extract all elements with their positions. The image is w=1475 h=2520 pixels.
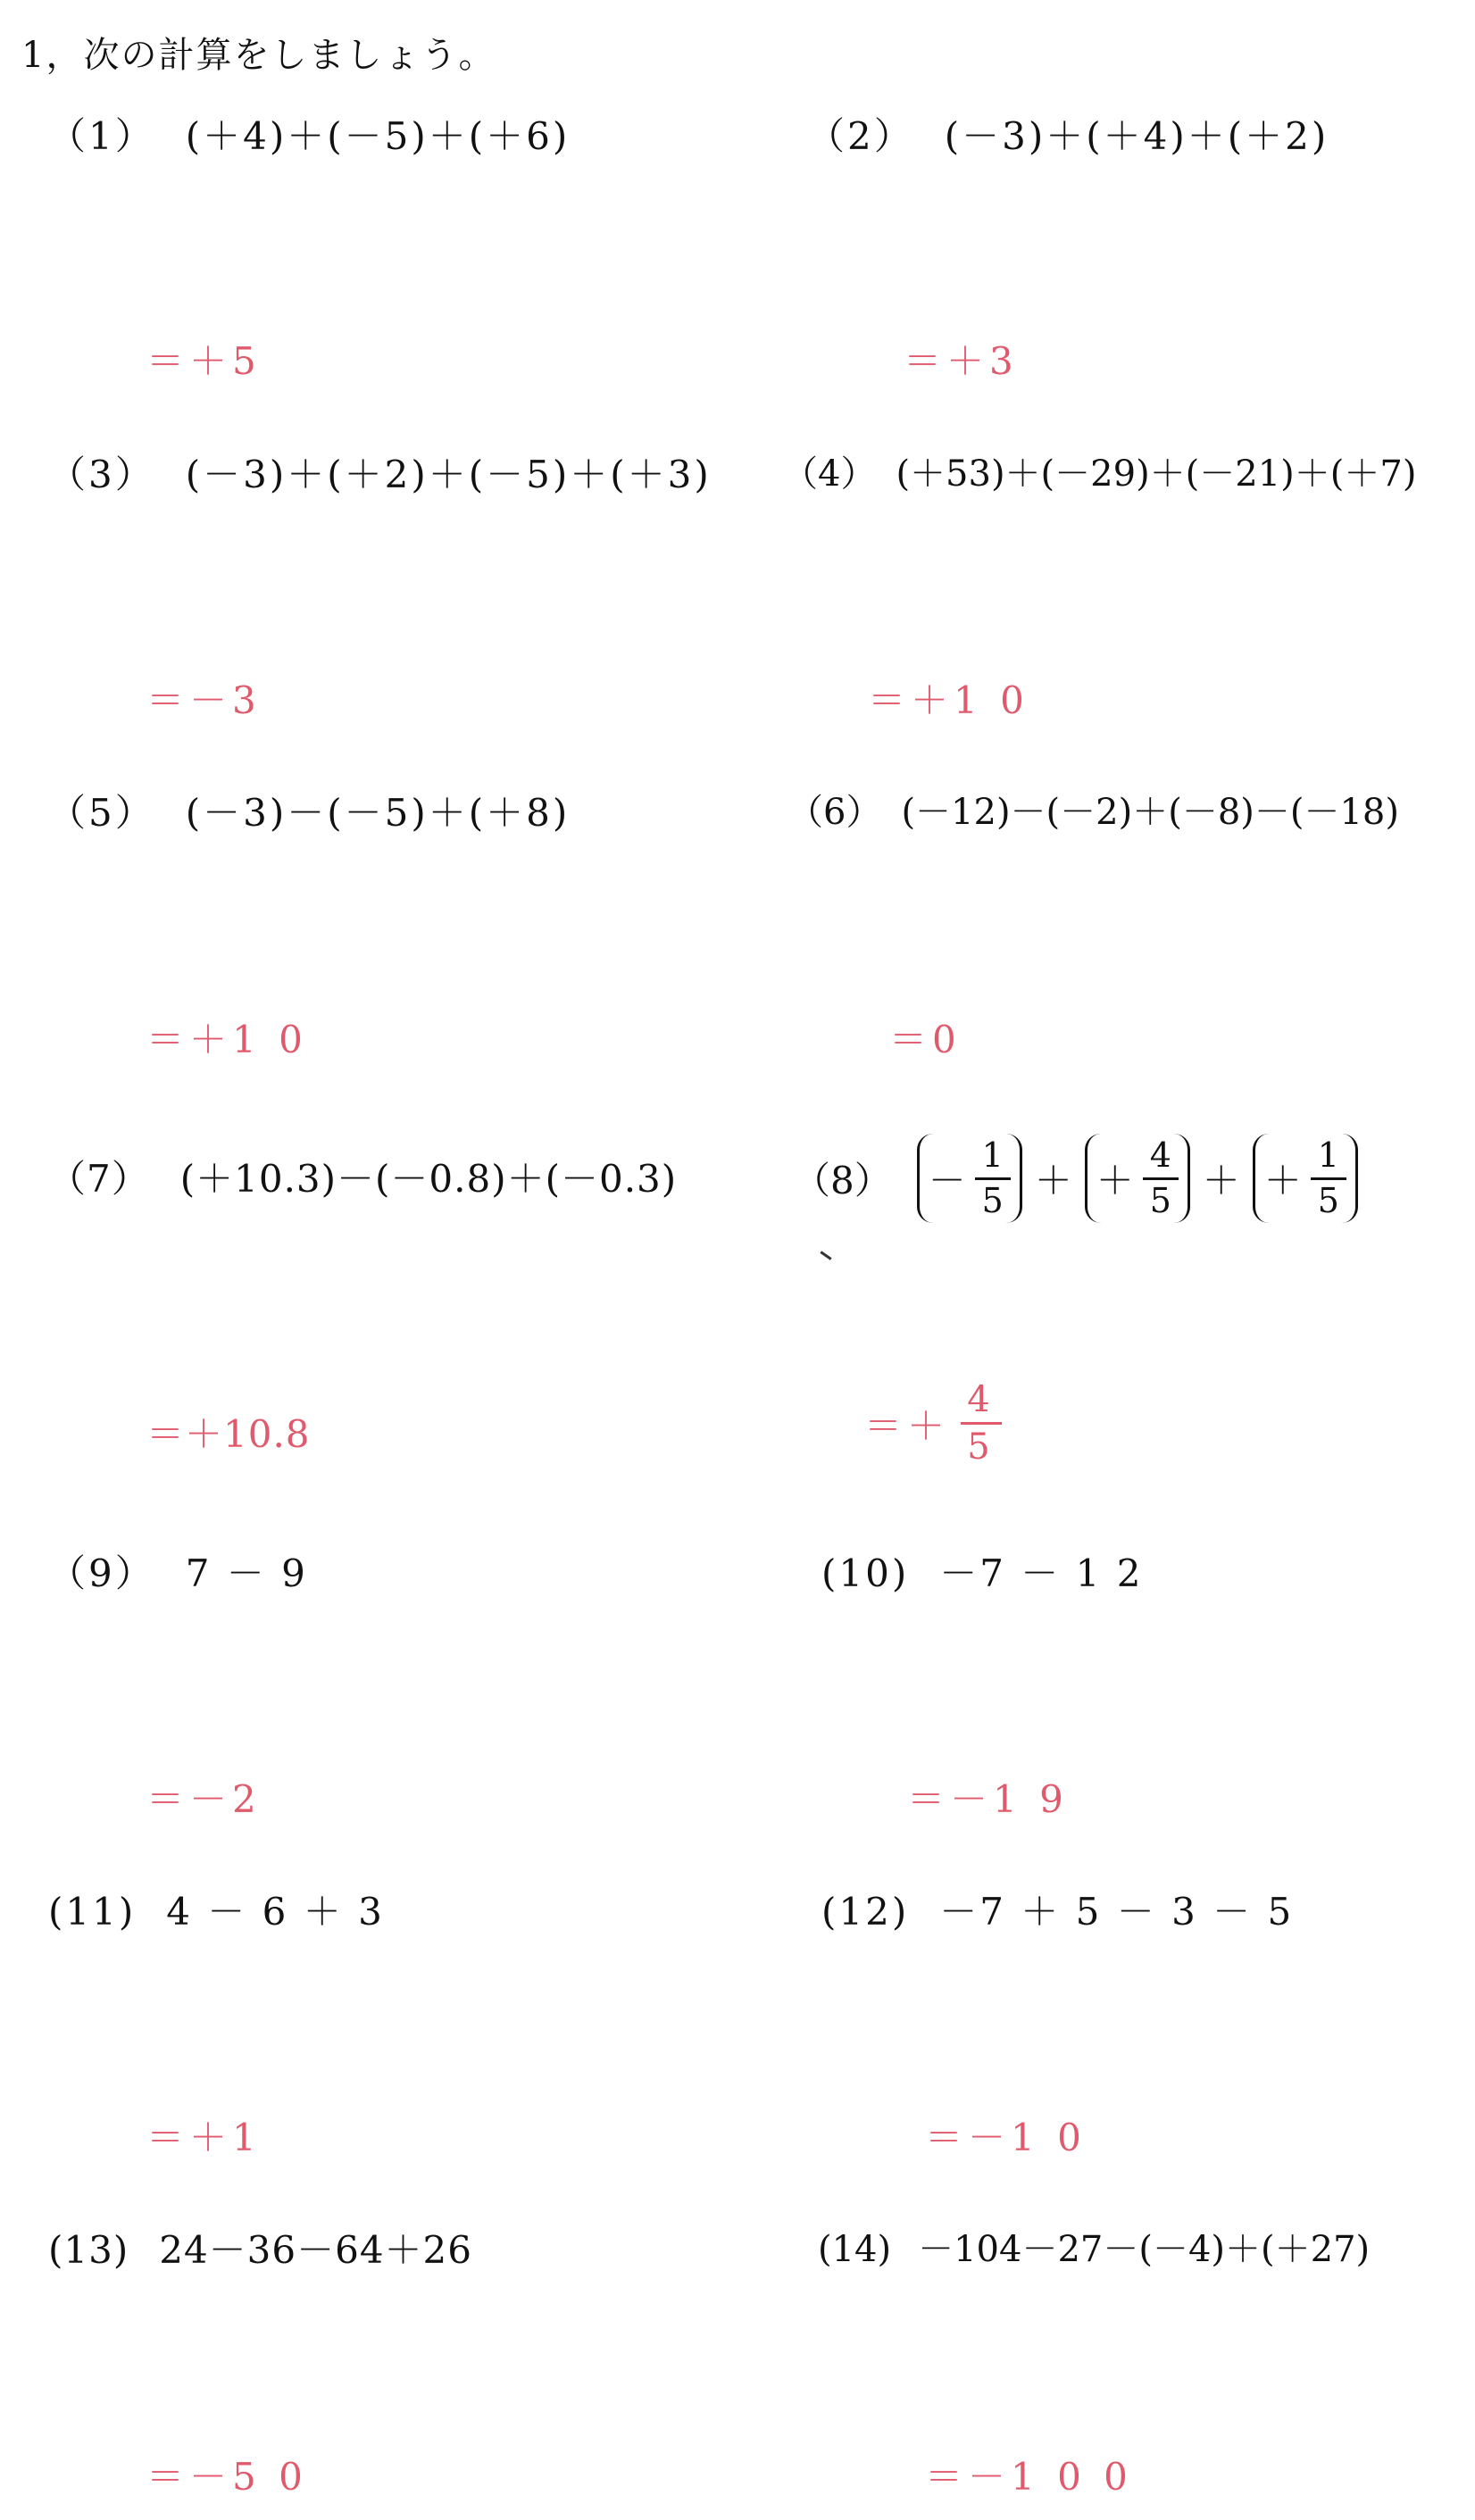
problem-number: （1） <box>48 114 155 158</box>
problem-12 <box>821 1890 1295 1934</box>
answer-3: ＝－3 <box>146 678 262 722</box>
problem-expression: 24－36－64＋26 <box>159 2228 472 2272</box>
problem-3 <box>48 453 712 496</box>
answer-14: ＝－1 0 0 <box>925 2455 1133 2499</box>
answer-2: ＝＋3 <box>904 339 1019 383</box>
problem-number: (10) <box>821 1551 910 1595</box>
fraction <box>975 1136 1011 1220</box>
problem-8 <box>793 1125 1362 1232</box>
fraction-bar <box>1311 1177 1346 1180</box>
problem-number: （3） <box>48 453 155 496</box>
problem-expression: (－12)－(－2)＋(－8)－(－18) <box>901 792 1399 833</box>
problem-number: （8） <box>793 1159 892 1202</box>
problem-9 <box>48 1551 308 1595</box>
problem-14 <box>818 2229 1371 2270</box>
answer-1: ＝＋5 <box>146 339 262 383</box>
problem-expression: 7 － 9 <box>185 1551 308 1595</box>
answer-13: ＝－5 0 <box>146 2455 308 2499</box>
term-sign: － <box>928 1159 966 1202</box>
numerator: 1 <box>1317 1135 1339 1175</box>
problem-number: （4） <box>782 453 877 495</box>
answer-7: ＝＋10.8 <box>146 1412 311 1456</box>
problem-expression: (＋4)＋(－5)＋(＋6) <box>185 114 571 158</box>
problem-expression: (＋53)＋(－29)＋(－21)＋(＋7) <box>896 453 1417 495</box>
problem-13 <box>48 2228 472 2272</box>
answer-11: ＝＋1 <box>146 2116 262 2159</box>
worksheet-heading: 1，次の計算をしましょう。 <box>21 35 496 76</box>
problem-number: （2） <box>807 114 914 158</box>
fraction-term <box>917 1134 1022 1223</box>
answer-10: ＝－1 9 <box>907 1777 1069 1821</box>
problem-4 <box>782 453 1417 495</box>
denominator: 5 <box>967 1426 996 1468</box>
problem-number: (11) <box>48 1890 137 1934</box>
plus-operator: ＋ <box>1202 1159 1240 1202</box>
fraction-bar <box>975 1177 1011 1180</box>
answer-6: ＝0 <box>889 1018 962 1061</box>
problem-11 <box>48 1890 385 1934</box>
numerator: 4 <box>1149 1135 1171 1175</box>
problem-expression: (－3)＋(＋4)＋(＋2) <box>944 114 1329 158</box>
problem-number: (14) <box>818 2229 892 2270</box>
term-sign: ＋ <box>1263 1159 1302 1202</box>
problem-expression: (＋10.3)－(－0.8)＋(－0.3) <box>179 1157 678 1201</box>
numerator: 1 <box>981 1135 1004 1175</box>
problem-number: （9） <box>48 1551 155 1595</box>
answer-5: ＝＋1 0 <box>146 1018 308 1061</box>
problem-expression: －104－27－(－4)＋(＋27) <box>918 2229 1371 2270</box>
problem-1 <box>48 114 571 158</box>
denominator: 5 <box>1149 1180 1171 1220</box>
answer-fraction <box>961 1379 1002 1468</box>
fraction <box>1143 1136 1179 1220</box>
problem-expression: 4 － 6 ＋ 3 <box>166 1890 385 1934</box>
problem-expression: (－3)＋(＋2)＋(－5)＋(＋3) <box>185 453 712 496</box>
answer-9: ＝－2 <box>146 1777 262 1821</box>
fraction-term <box>1253 1134 1358 1223</box>
answer-prefix: ＝＋ <box>864 1403 951 1448</box>
problem-10 <box>821 1551 1144 1595</box>
denominator: 5 <box>981 1180 1004 1220</box>
plus-operator: ＋ <box>1034 1159 1072 1202</box>
problem-5 <box>48 791 571 835</box>
answer-8 <box>864 1379 1002 1468</box>
answer-12: ＝－1 0 <box>925 2116 1087 2159</box>
problem-number: （7） <box>48 1157 150 1201</box>
problem-expression: －7 ＋ 5 － 3 － 5 <box>939 1890 1295 1934</box>
problem-7 <box>48 1157 678 1201</box>
problem-number: （6） <box>788 792 882 833</box>
problem-number: （5） <box>48 791 155 835</box>
fraction-bar <box>1143 1177 1179 1180</box>
problem-2 <box>807 114 1329 158</box>
fraction-term <box>1085 1134 1190 1223</box>
answer-4: ＝＋1 0 <box>868 678 1029 722</box>
fraction-bar <box>961 1422 1002 1425</box>
problem-expression: (－3)－(－5)＋(＋8) <box>185 791 571 835</box>
problem-expression: －7 － 1 2 <box>939 1551 1144 1595</box>
problem-6 <box>788 792 1399 833</box>
denominator: 5 <box>1317 1180 1339 1220</box>
numerator: 4 <box>967 1379 996 1420</box>
problem-number: (12) <box>821 1890 910 1934</box>
stray-mark <box>820 1251 831 1260</box>
fraction <box>1311 1136 1346 1220</box>
term-sign: ＋ <box>1096 1159 1134 1202</box>
problem-number: (13) <box>48 2228 129 2272</box>
